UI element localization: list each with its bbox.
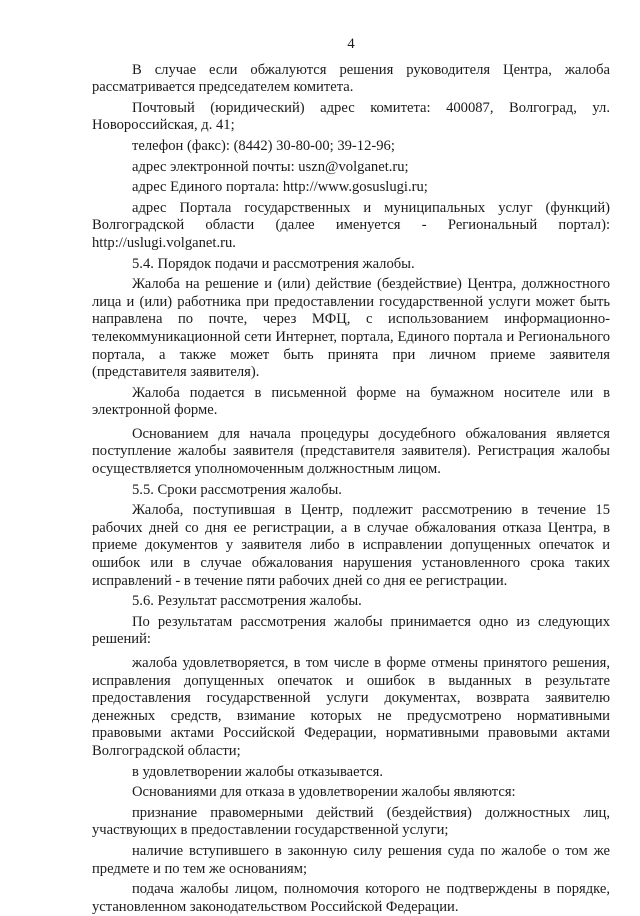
page-number: 4	[347, 36, 355, 52]
paragraph-procedure-basis: Основанием для начала процедуры досудебного обжалования является поступление жалобы заявителя (представителя заявителя). Регистрация жалобы осуществляется уполномоченным должностным лицом.	[92, 425, 610, 478]
section-heading-5-6: 5.6. Результат рассмотрения жалобы.	[132, 593, 362, 610]
paragraph-complaint-form: Жалоба подается в письменной форме на бумажном носителе или в электронной форме.	[92, 384, 610, 419]
paragraph-complaint-submission: Жалоба на решение и (или) действие (бездействие) Центра, должностного лица и (или) работника при предоставлении государственной услуги может быть направлена по почте, через МФЦ, с использованием информационно-телекоммуникационной сети Интернет, портала, Единого портала и Регионального портала, а также может быть принята при личном приеме заявителя (представителя заявителя).	[92, 276, 610, 381]
paragraph-phone: телефон (факс): (8442) 30-80-00; 39-12-96;	[132, 137, 395, 154]
paragraph-review-result: По результатам рассмотрения жалобы принимается одно из следующих решений:	[92, 613, 610, 648]
section-heading-5-4: 5.4. Порядок подачи и рассмотрения жалобы.	[132, 255, 415, 272]
paragraph-postal-address: Почтовый (юридический) адрес комитета: 400087, Волгоград, ул. Новороссийская, д. 41;	[92, 99, 610, 134]
section-heading-5-5: 5.5. Сроки рассмотрения жалобы.	[132, 481, 342, 498]
paragraph-refusal-grounds: Основаниями для отказа в удовлетворении жалобы являются:	[132, 784, 516, 801]
paragraph-regional-portal: адрес Портала государственных и муниципальных услуг (функций) Волгоградской области (далее именуется - Региональный портал): http://uslugi.volganet.ru.	[92, 199, 610, 251]
paragraph-court-decision: наличие вступившего в законную силу решения суда по жалобе о том же предмете и по тем же основаниям;	[92, 842, 610, 877]
paragraph-unauthorized-person: подача жалобы лицом, полномочия которого не подтверждены в порядке, установленном законодательством Российской Федерации.	[92, 881, 610, 915]
paragraph-lawful-actions: признание правомерными действий (бездействия) должностных лиц, участвующих в предоставлении государственной услуги;	[92, 804, 610, 839]
paragraph-complaint-refused: в удовлетворении жалобы отказывается.	[132, 763, 384, 780]
paragraph-complaint-satisfied: жалоба удовлетворяется, в том числе в форме отмены принятого решения, исправления допущенных опечаток и ошибок в выданных в результате предоставления государственной услуги документах, возврата заявителю денежных средств, взимание которых не предусмотрено нормативными правовыми актами Российской Федерации, нормативными правовыми актами Волгоградской области;	[92, 655, 610, 759]
paragraph-email: адрес электронной почты: uszn@volganet.ru;	[132, 158, 409, 175]
paragraph-unified-portal: адрес Единого портала: http://www.gosuslugi.ru;	[132, 179, 428, 196]
paragraph-head-review: В случае если обжалуются решения руководителя Центра, жалоба рассматривается председателем комитета.	[92, 61, 610, 96]
paragraph-review-terms: Жалоба, поступившая в Центр, подлежит рассмотрению в течение 15 рабочих дней со дня ее регистрации, а в случае обжалования отказа Центра, в приеме документов у заявителя либо в исправлении допущенных опечаток и ошибок или в случае обжалования нарушения установленного срока таких исправлений - в течение пяти рабочих дней со дня ее регистрации.	[92, 502, 610, 589]
